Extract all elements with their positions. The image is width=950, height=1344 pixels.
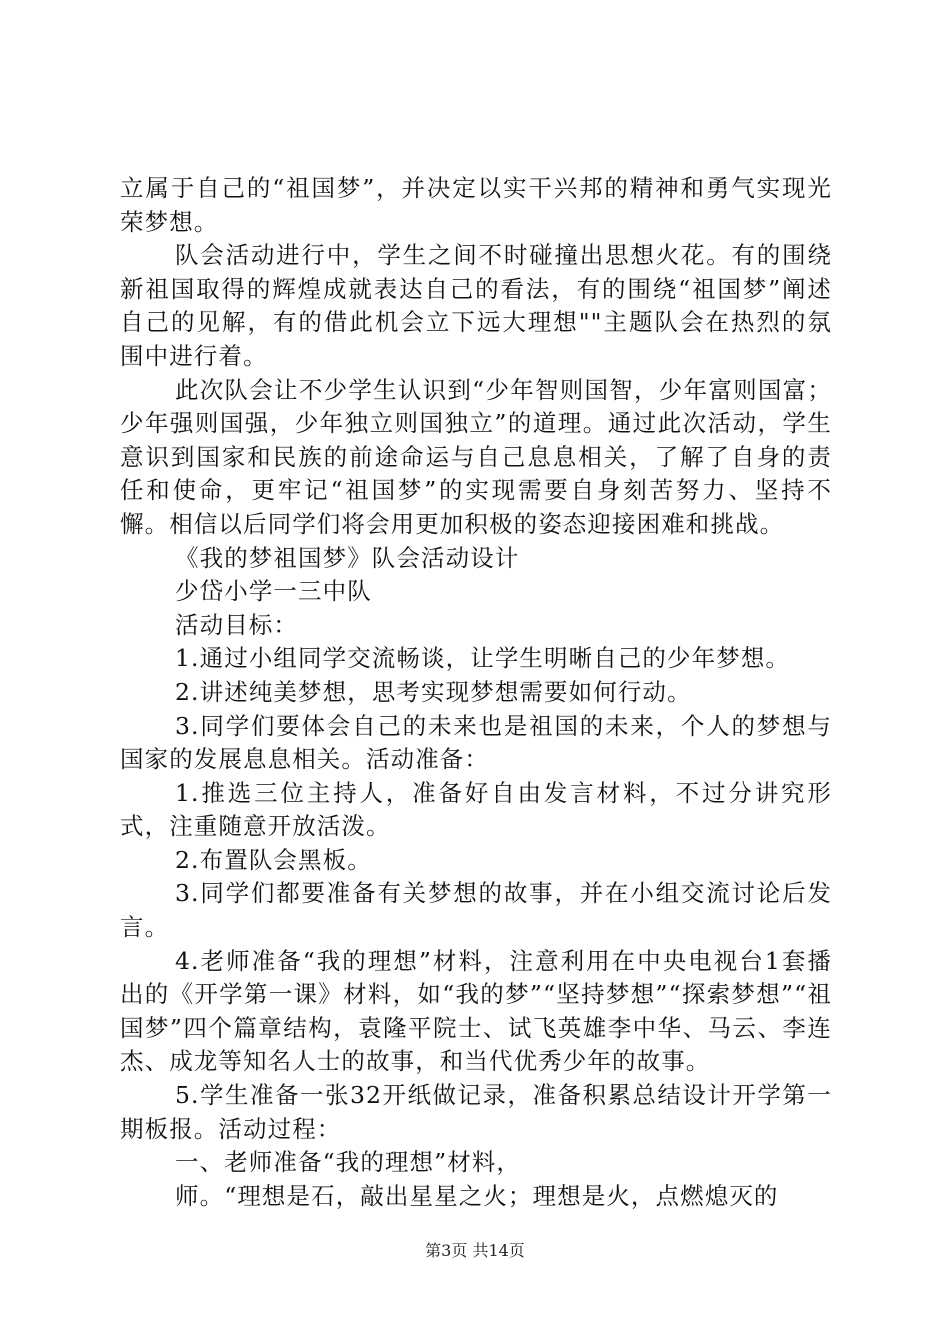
page-number-footer: 第3页 共14页 [425,1241,525,1260]
organization-line: 少岱小学一三中队 [175,577,372,606]
list-item: 5.学生准备一张32开纸做记录，准备积累总结设计开学第一期板报。活动过程： [120,1081,832,1143]
paragraph: 立属于自己的“祖国梦”，并决定以实干兴邦的精神和勇气实现光荣梦想。 [120,174,832,236]
paragraph: 此次队会让不少学生认识到“少年智则国智，少年富则国富；少年强则国强，少年独立则国独立”的道理。通过此次活动，学生意识到国家和民族的前途命运与自己息息相关，了解了自身的责任和使命，更牢记“祖国梦”的实现需要自身刻苦努力、坚持不懈。相信以后同学们将会用更加积极的姿态迎接困难和挑战。 [120,375,832,538]
document-body [120,172,832,1213]
list-item: 1.通过小组同学交流畅谈，让学生明晰自己的少年梦想。 [175,644,791,673]
paragraph: 队会活动进行中，学生之间不时碰撞出思想火花。有的围绕新祖国取得的辉煌成就表达自己的看法，有的围绕“祖国梦”阐述自己的见解，有的借此机会立下远大理想""主题队会在热烈的氛围中进行着。 [120,241,832,370]
list-item: 4.老师准备“我的理想”材料，注意利用在中央电视台1套播出的《开学第一课》材料，如“我的梦”“坚持梦想”“探索梦想”“祖国梦”四个篇章结构，袁隆平院士、试飞英雄李中华、马云、李连杰、成龙等知名人士的故事，和当代优秀少年的故事。 [120,946,832,1076]
paragraph: 师。“理想是石，敲出星星之火；理想是火，点燃熄灭的 [175,1181,779,1210]
list-item: 1.推选三位主持人，准备好自由发言材料，不过分讲究形式，注重随意开放活泼。 [120,778,832,841]
list-item: 2.讲述纯美梦想，思考实现梦想需要如何行动。 [175,677,692,706]
heading-activity-goals: 活动目标： [175,610,298,639]
list-item: 2.布置队会黑板。 [175,845,372,874]
list-item: 3.同学们要体会自己的未来也是祖国的未来，个人的梦想与国家的发展息息相关。活动准备： [120,711,832,774]
paragraph: 一、老师准备“我的理想”材料， [175,1148,522,1177]
list-item: 3.同学们都要准备有关梦想的故事，并在小组交流讨论后发言。 [120,879,832,942]
section-title: 《我的梦祖国梦》队会活动设计 [175,543,520,572]
